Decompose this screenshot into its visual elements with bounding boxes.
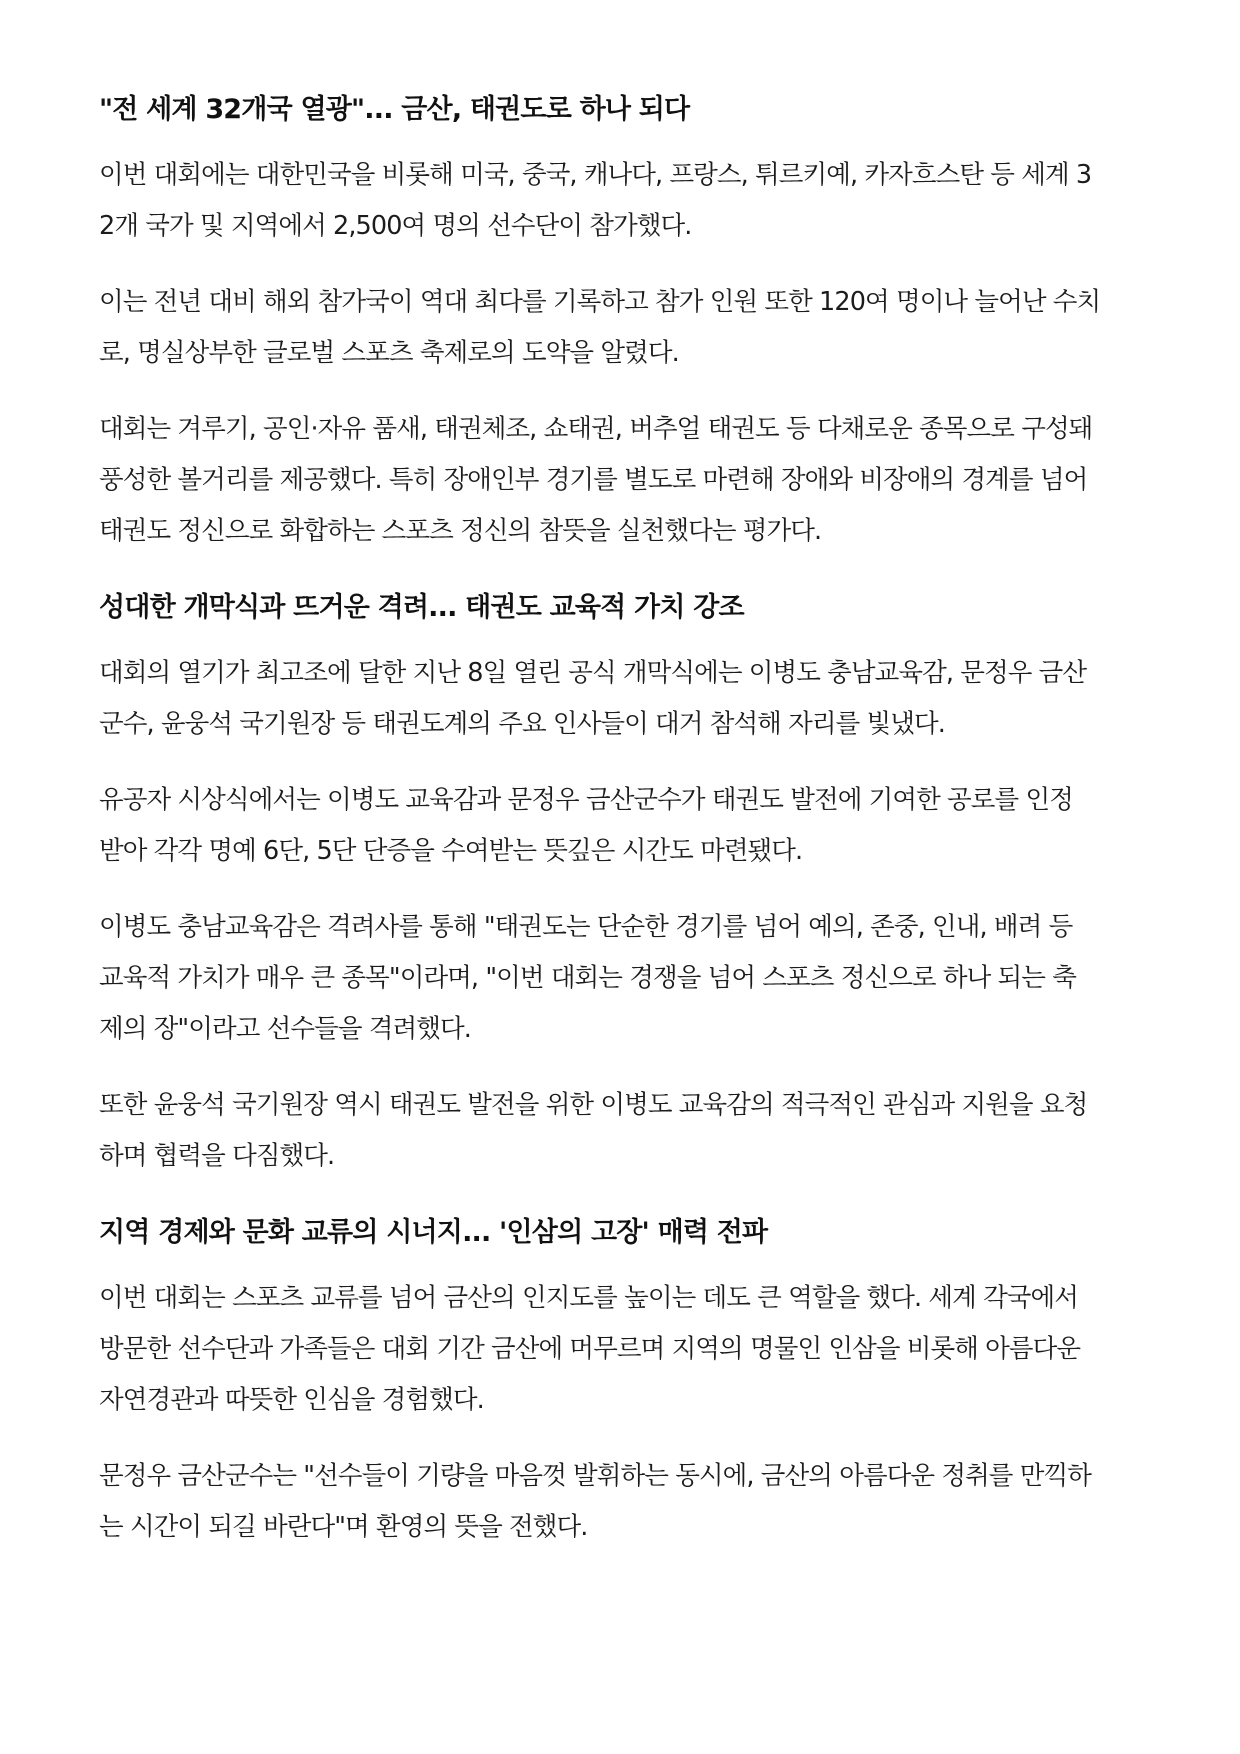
text-line: 이는 전년 대비 해외 참가국이 역대 최다를 기록하고 참가 인원 또한 120여 명이나 늘어난 수치 xyxy=(99,287,1101,317)
text-line: 대회는 겨루기, 공인·자유 품새, 태권체조, 쇼태권, 버추얼 태권도 등 다채로운 종목으로 구성돼 xyxy=(99,414,1093,444)
paragraph xyxy=(99,150,1159,252)
text-line: 2개 국가 및 지역에서 2,500여 명의 선수단이 참가했다. xyxy=(99,211,692,241)
text-line: 문정우 금산군수는 "선수들이 기량을 마음껏 발휘하는 동시에, 금산의 아름다운 정취를 만끽하 xyxy=(99,1461,1091,1491)
paragraph xyxy=(99,648,1159,750)
text-line: 하며 협력을 다짐했다. xyxy=(99,1141,335,1171)
text-line: 유공자 시상식에서는 이병도 교육감과 문정우 금산군수가 태권도 발전에 기여한 공로를 인정 xyxy=(99,785,1073,815)
section-heading: 지역 경제와 문화 교류의 시너지... '인삼의 고장' 매력 전파 xyxy=(99,1217,768,1248)
text-line: 방문한 선수단과 가족들은 대회 기간 금산에 머무르며 지역의 명물인 인삼을 비롯해 아름다운 xyxy=(99,1334,1081,1364)
article-body xyxy=(99,84,1159,1578)
paragraph xyxy=(99,1080,1159,1182)
text-line: 자연경관과 따뜻한 인심을 경험했다. xyxy=(99,1385,484,1415)
text-line: 군수, 윤웅석 국기원장 등 태권도계의 주요 인사들이 대거 참석해 자리를 빛냈다. xyxy=(99,709,945,739)
text-line: 태권도 정신으로 화합하는 스포츠 정신의 참뜻을 실천했다는 평가다. xyxy=(99,516,822,546)
text-line: 로, 명실상부한 글로벌 스포츠 축제로의 도약을 알렸다. xyxy=(99,338,679,368)
section-heading: "전 세계 32개국 열광"... 금산, 태권도로 하나 되다 xyxy=(99,94,690,125)
paragraph xyxy=(99,1451,1159,1553)
text-line: 대회의 열기가 최고조에 달한 지난 8일 열린 공식 개막식에는 이병도 충남교육감, 문정우 금산 xyxy=(99,658,1087,688)
text-line: 이번 대회에는 대한민국을 비롯해 미국, 중국, 캐나다, 프랑스, 튀르키예, 카자흐스탄 등 세계 3 xyxy=(99,160,1092,190)
text-line: 제의 장"이라고 선수들을 격려했다. xyxy=(99,1014,471,1044)
paragraph xyxy=(99,775,1159,877)
section-heading: 성대한 개막식과 뜨거운 격려... 태권도 교육적 가치 강조 xyxy=(99,592,744,623)
paragraph xyxy=(99,277,1159,379)
text-line: 받아 각각 명예 6단, 5단 단증을 수여받는 뜻깊은 시간도 마련됐다. xyxy=(99,836,803,866)
paragraph xyxy=(99,1273,1159,1426)
text-line: 는 시간이 되길 바란다"며 환영의 뜻을 전했다. xyxy=(99,1512,588,1542)
text-line: 풍성한 볼거리를 제공했다. 특히 장애인부 경기를 별도로 마련해 장애와 비장애의 경계를 넘어 xyxy=(99,465,1088,495)
paragraph xyxy=(99,902,1159,1055)
text-line: 또한 윤웅석 국기원장 역시 태권도 발전을 위한 이병도 교육감의 적극적인 관심과 지원을 요청 xyxy=(99,1090,1088,1120)
text-line: 이번 대회는 스포츠 교류를 넘어 금산의 인지도를 높이는 데도 큰 역할을 했다. 세계 각국에서 xyxy=(99,1283,1079,1313)
text-line: 교육적 가치가 매우 큰 종목"이라며, "이번 대회는 경쟁을 넘어 스포츠 정신으로 하나 되는 축 xyxy=(99,963,1076,993)
paragraph xyxy=(99,404,1159,557)
text-line: 이병도 충남교육감은 격려사를 통해 "태권도는 단순한 경기를 넘어 예의, 존중, 인내, 배려 등 xyxy=(99,912,1073,942)
